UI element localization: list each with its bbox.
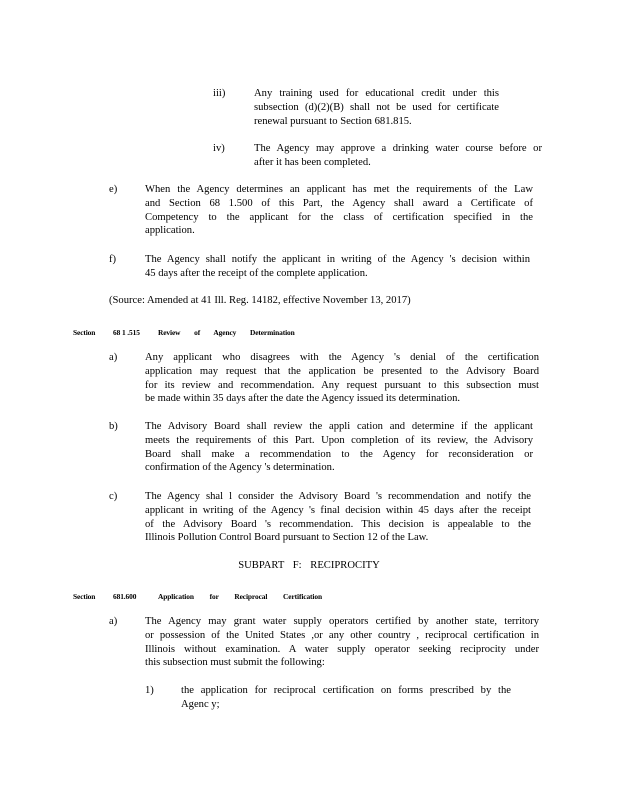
item-text — [181, 684, 511, 712]
item-label: a) — [109, 616, 118, 627]
text-line: The Agency may grant water supply operators certified by another state, territory — [145, 616, 539, 627]
text-line: applicant in writing of the Agency 's final decision within 45 days after the receipt — [145, 504, 531, 516]
item-text — [145, 183, 533, 238]
text-line: renewal pursuant to Section 681.815. — [254, 115, 412, 127]
text-line: The Agency shal l consider the Advisory Board 's recommendation and notify the — [145, 491, 531, 502]
text-line: of the Advisory Board 's recommendation. This decision is appealable to the — [145, 518, 531, 530]
text-line: The Advisory Board shall review the appli cation and determine if the applicant — [145, 421, 533, 432]
item-label: a) — [109, 352, 118, 363]
section-title: Review of Agency Determination — [158, 328, 295, 337]
source-note: (Source: Amended at 41 Ill. Reg. 14182, effective November 13, 2017) — [109, 295, 411, 306]
text-line: The Agency may approve a drinking water course before or — [254, 143, 542, 154]
section-heading-600 — [0, 590, 618, 600]
text-line: or possession of the United States ,or any other country , reciprocal certification in — [145, 629, 539, 641]
item-text — [145, 420, 533, 475]
text-line: and Section 68 1.500 of this Part, the Agency shall award a Certificate of — [145, 197, 533, 209]
text-line: subsection (d)(2)(B) shall not be used for certificate — [254, 101, 499, 113]
text-line: for its review and recommendation. Any request pursuant to this subsection must — [145, 379, 539, 391]
item-label: e) — [109, 184, 118, 195]
item-text — [254, 87, 499, 128]
section-number: 68 1 .515 — [113, 328, 140, 337]
text-line: When the Agency determines an applicant has met the requirements of the Law — [145, 184, 533, 195]
item-text — [145, 490, 531, 545]
item-label: iv) — [213, 143, 225, 154]
item-label: c) — [109, 491, 118, 502]
item-text — [254, 142, 542, 170]
text-line: The Agency shall notify the applicant in writing of the Agency 's decision within — [145, 254, 530, 265]
text-line: Any training used for educational credit under this — [254, 88, 499, 99]
section-word: Section — [73, 328, 96, 337]
text-line: Competency to the applicant for the class of certification specified in the — [145, 211, 533, 223]
text-line: Board shall make a recommendation to the Agency for reconsideration or — [145, 448, 533, 460]
text-line: 45 days after the receipt of the complete application. — [145, 267, 368, 279]
text-line: the application for reciprocal certification on forms prescribed by the — [181, 685, 511, 696]
item-label: b) — [109, 421, 118, 432]
section-number: 681.600 — [113, 592, 137, 601]
item-text — [145, 615, 539, 670]
item-label: f) — [109, 254, 117, 265]
text-line: Illinois without examination. A water supply operator seeking reciprocity under — [145, 643, 539, 655]
text-line: after it has been completed. — [254, 156, 371, 168]
section-heading-515 — [0, 326, 618, 336]
text-line: Any applicant who disagrees with the Agency 's denial of the certification — [145, 352, 539, 363]
text-line: this subsection must submit the following: — [145, 657, 325, 669]
text-line: Illinois Pollution Control Board pursuant to Section 12 of the Law. — [145, 532, 429, 544]
section-title: Application for Reciprocal Certification — [158, 592, 322, 601]
text-line: confirmation of the Agency 's determination. — [145, 462, 335, 474]
text-line: application may request that the application be presented to the Advisory Board — [145, 365, 539, 377]
item-text — [145, 351, 539, 406]
subpart-heading: SUBPART F: RECIPROCITY — [238, 560, 380, 571]
text-line: meets the requirements of this Part. Upon completion of its review, the Advisory — [145, 434, 533, 446]
item-label: iii) — [213, 88, 226, 99]
text-line: be made within 35 days after the date the Agency issued its determination. — [145, 393, 461, 405]
item-text — [145, 253, 530, 281]
section-word: Section — [73, 592, 96, 601]
text-line: application. — [145, 225, 195, 237]
item-label: 1) — [145, 685, 154, 696]
text-line: Agenc y; — [181, 698, 220, 710]
